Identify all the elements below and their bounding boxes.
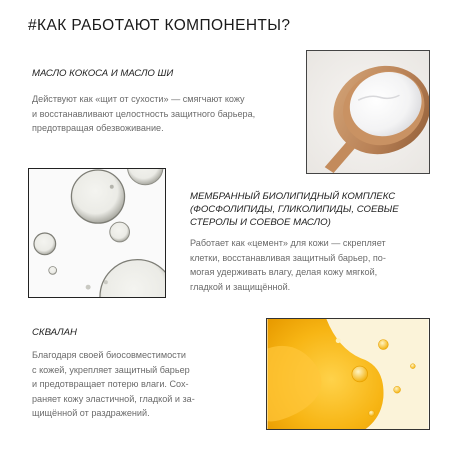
section-text-coconut-shea bbox=[32, 92, 255, 136]
heading-line: СТЕРОЛЫ И СОЕВОЕ МАСЛО) bbox=[190, 217, 331, 228]
section-heading-coconut-shea: МАСЛО КОКОСА И МАСЛО ШИ bbox=[32, 68, 174, 79]
oil-droplets-image bbox=[28, 168, 166, 298]
text-line: и предотвращает потерю влаги. Сох- bbox=[32, 379, 189, 389]
section-text-biolipid bbox=[190, 236, 386, 294]
squalane-oil-image bbox=[266, 318, 430, 430]
text-line: раняет кожу эластичной, гладкой и за- bbox=[32, 393, 195, 404]
text-line: Работает как «цемент» для кожи — скрепляет bbox=[190, 238, 386, 248]
text-line: щищённой от раздражений. bbox=[32, 408, 150, 418]
text-line: с кожей, укрепляет защитный барьер bbox=[32, 364, 190, 375]
text-line: могая удерживать влагу, делая кожу мягкой, bbox=[190, 267, 378, 277]
text-line: и восстанавливают целостность защитного барьера, bbox=[32, 108, 256, 119]
heading-line: (ФОСФОЛИПИДЫ, ГЛИКОЛИПИДЫ, СОЕВЫЕ bbox=[190, 204, 399, 215]
heading-line: МЕМБРАННЫЙ БИОЛИПИДНЫЙ КОМПЛЕКС bbox=[190, 191, 396, 202]
section-heading-squalane: СКВАЛАН bbox=[32, 327, 77, 338]
text-line: Благодаря своей биосовместимости bbox=[32, 350, 186, 360]
text-line: гладкой и защищённой. bbox=[190, 281, 291, 292]
page-title: #КАК РАБОТАЮТ КОМПОНЕНТЫ? bbox=[28, 17, 291, 34]
text-line: предотвращая обезвоживание. bbox=[32, 123, 164, 133]
coconut-shea-butter-image bbox=[306, 50, 430, 174]
section-text-squalane bbox=[32, 348, 195, 421]
text-line: клетки, восстанавливая защитный барьер, по- bbox=[190, 252, 386, 263]
section-heading-biolipid bbox=[190, 190, 399, 229]
text-line: Действуют как «щит от сухости» — смягчают кожу bbox=[32, 94, 245, 104]
